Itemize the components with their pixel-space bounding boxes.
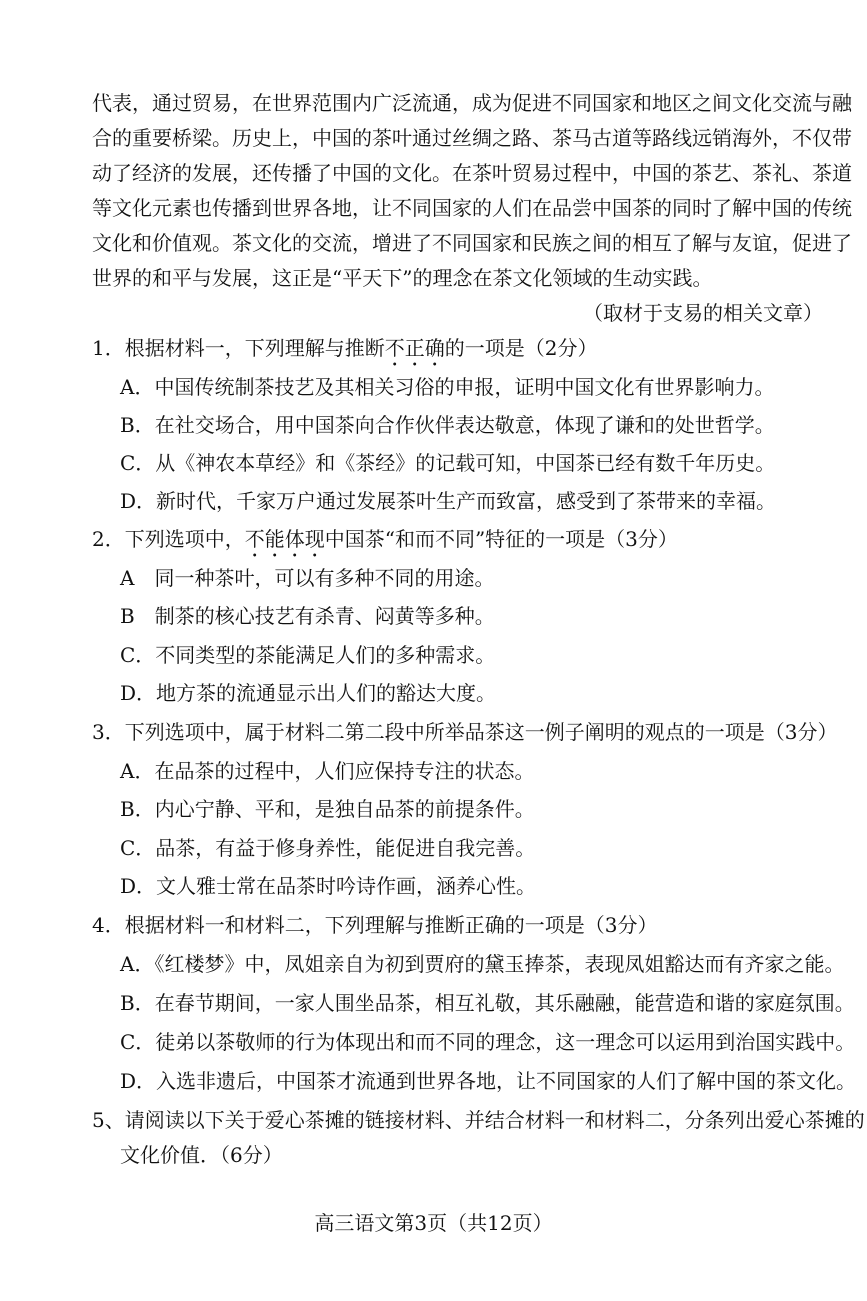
question-1-option-b: B．在社交场合，用中国茶向合作伙伴表达敬意，体现了谦和的处世哲学。 [120,413,775,437]
question-5-stem-continued: 文化价值．（6分） [120,1143,283,1167]
question-3-option-c: C．品茶，有益于修身养性，能促进自我完善。 [120,836,536,860]
passage-line: 等文化元素也传播到世界各地，让不同国家的人们在品尝中国茶的同时了解中国的传统 [92,196,852,220]
question-3-option-b: B．内心宁静、平和，是独自品茶的前提条件。 [120,797,535,821]
question-2-option-d: D．地方茶的流通显示出人们的豁达大度。 [120,681,497,705]
question-1-option-c: C．从《神农本草经》和《茶经》的记载可知，中国茶已经有数千年历史。 [120,451,776,475]
question-3-option-a: A．在品茶的过程中，人们应保持专注的状态。 [120,759,535,783]
question-4-stem: 4．根据材料一和材料二，下列理解与推断正确的一项是（3分） [92,913,658,937]
stem-text: 1．根据材料一，下列理解与推断 [92,336,385,360]
passage-line: 代表，通过贸易，在世界范围内广泛流通，成为促进不同国家和地区之间文化交流与融 [92,91,852,115]
stem-text: 中国茶“和而不同”特征的一项是（3分） [324,527,678,551]
question-2-stem [92,524,678,562]
question-3-stem: 3．下列选项中，属于材料二第二段中所举品茶这一例子阐明的观点的一项是（3分） [92,720,838,744]
passage-source: （取材于支易的相关文章） [583,301,823,325]
stem-text: 2．下列选项中， [92,527,245,551]
stem-emphasis: 不正确 [384,336,445,360]
question-5-stem: 5、请阅读以下关于爱心茶摊的链接材料、并结合材料一和材料二，分条列出爱心茶摊的 [92,1108,865,1132]
question-4-option-b: B．在春节期间，一家人围坐品茶，相互礼敬，其乐融融，能营造和谐的家庭氛围。 [120,991,855,1015]
question-4-option-a: A．《红楼梦》中，凤姐亲自为初到贾府的黛玉捧茶，表现凤姐豁达而有齐家之能。 [120,952,845,976]
stem-text: 的一项是（2分） [444,336,598,360]
passage-line: 世界的和平与发展，这正是“平天下”的理念在茶文化领域的生动实践。 [92,266,713,290]
question-4-option-d: D．入选非遗后，中国茶才流通到世界各地，让不同国家的人们了解中国的茶文化。 [120,1069,857,1093]
question-4-option-c: C．徒弟以茶敬师的行为体现出和而不同的理念，这一理念可以运用到治国实践中。 [120,1030,856,1054]
question-1-option-a: A．中国传统制茶技艺及其相关习俗的申报，证明中国文化有世界影响力。 [120,375,775,399]
question-2-option-a: A 同一种茶叶，可以有多种不同的用途。 [120,566,495,590]
stem-emphasis: 不能体现 [244,527,325,551]
question-1-stem [92,333,597,371]
passage-line: 合的重要桥梁。历史上，中国的茶叶通过丝绸之路、茶马古道等路线远销海外，不仅带 [92,126,852,150]
passage-line: 文化和价值观。茶文化的交流，增进了不同国家和民族之间的相互了解与友谊，促进了 [92,231,852,255]
question-2-option-b: B 制茶的核心技艺有杀青、闷黄等多种。 [120,604,495,628]
question-1-option-d: D．新时代，千家万户通过发展茶叶生产而致富，感受到了茶带来的幸福。 [120,489,777,513]
question-3-option-d: D．文人雅士常在品茶时吟诗作画，涵养心性。 [120,874,537,898]
page-footer: 高三语文第3页（共12页） [314,1211,553,1235]
question-2-option-c: C．不同类型的茶能满足人们的多种需求。 [120,643,496,667]
passage-line: 动了经济的发展，还传播了中国的文化。在茶叶贸易过程中，中国的茶艺、茶礼、茶道 [92,161,852,185]
